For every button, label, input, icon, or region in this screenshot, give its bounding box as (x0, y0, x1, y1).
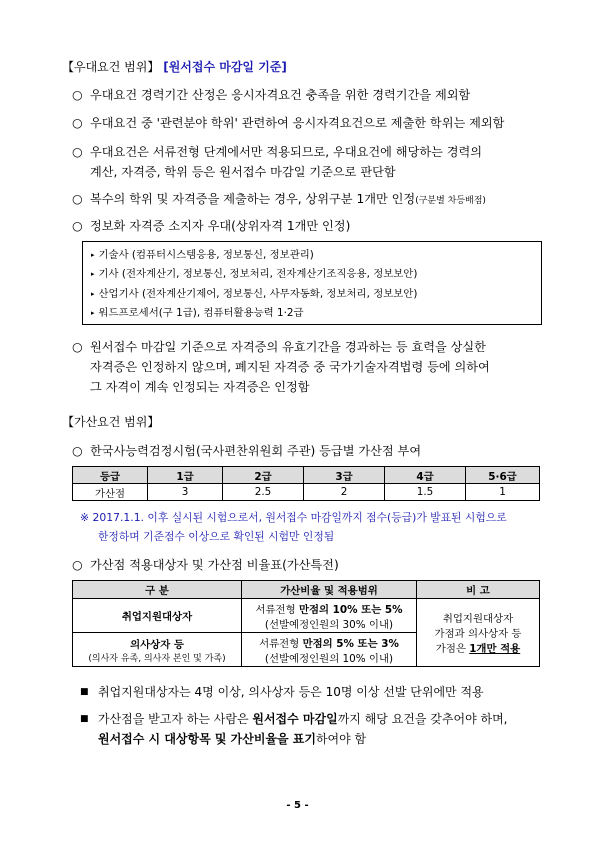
table-cell: 1.5 (385, 484, 466, 501)
circle-bullet-icon: ○ (72, 192, 83, 206)
square-bullet-icon: ■ (80, 714, 89, 724)
list-item-continuation: 그 자격이 계속 인정되는 자격증은 인정함 (90, 380, 310, 394)
table-cell: 가산점 (73, 484, 148, 501)
note-line: 한정하며 기준점수 이상으로 확인된 시험만 인정됨 (98, 530, 335, 543)
list-item-continuation: 자격증은 인정하지 않으며, 폐지된 자격증 중 국가기술자격법령 등에 의하여 (90, 360, 490, 374)
table-cell: 의사상자 등 (의사자 유족, 의사자 본인 및 가족) (73, 633, 242, 667)
circle-bullet-icon: ○ (72, 340, 83, 354)
table-header: 구 분 (73, 581, 242, 599)
circle-bullet-icon: ○ (72, 558, 83, 572)
table-cell: 3 (148, 484, 223, 501)
remark-cell: 취업지원대상자 가점과 의사상자 등 가점은 1개만 적용 (417, 599, 540, 667)
circle-bullet-icon: ○ (72, 444, 83, 458)
table-row (73, 484, 540, 501)
page-number: - 5 - (286, 800, 309, 811)
table-header: 5·6급 (466, 467, 540, 484)
list-item-continuation: 계산, 자격증, 학위 등은 원서접수 마감일 기준으로 판단함 (90, 165, 396, 179)
certificate-item: ▸ 산업기사 (전자계산기제어, 정보통신, 사무자동화, 정보처리, 정보보안) (91, 288, 418, 300)
table-cell: 취업지원대상자 (73, 599, 242, 633)
table-cell: 2.5 (223, 484, 304, 501)
section-title-preference (62, 58, 287, 75)
grade-table (72, 466, 540, 501)
table-header: 등급 (73, 467, 148, 484)
table-header: 4급 (385, 467, 466, 484)
triangle-marker-icon: ▸ (91, 251, 95, 259)
note-line: ※ 2017.1.1. 이후 실시된 시험으로서, 원서접수 마감일까지 점수(등급)가 발표된 시험으로 (80, 511, 507, 524)
section-label: 【우대요건 범위】 (62, 60, 160, 74)
circle-bullet-icon: ○ (72, 145, 83, 159)
square-list-item-continuation: 원서접수 시 대상항목 및 가산비율을 표기하여야 함 (98, 732, 367, 746)
triangle-marker-icon: ▸ (91, 290, 95, 298)
table-header: 비 고 (417, 581, 540, 599)
certificate-box (82, 241, 542, 325)
circle-bullet-icon: ○ (72, 219, 83, 233)
triangle-marker-icon: ▸ (91, 270, 95, 278)
table-cell: 서류전형 만점의 10% 또는 5% (선발예정인원의 30% 이내) (242, 599, 417, 633)
square-bullet-icon: ■ (80, 687, 89, 697)
circle-bullet-icon: ○ (72, 88, 83, 102)
certificate-item: ▸ 기술사 (컴퓨터시스템응용, 정보통신, 정보관리) (91, 249, 314, 261)
table-cell: 2 (304, 484, 385, 501)
ratio-table (72, 580, 540, 667)
table-cell: 서류전형 만점의 5% 또는 3% (선발예정인원의 10% 이내) (242, 633, 417, 667)
table-cell: 1 (466, 484, 540, 501)
certificate-item: ▸ 워드프로세서(구 1급), 컴퓨터활용능력 1·2급 (91, 307, 304, 319)
certificate-item: ▸ 기사 (전자계산기, 정보통신, 정보처리, 전자계산기조직응용, 정보보안) (91, 268, 418, 280)
table-header: 가산비율 및 적용범위 (242, 581, 417, 599)
circle-bullet-icon: ○ (72, 116, 83, 130)
triangle-marker-icon: ▸ (91, 309, 95, 317)
table-header: 3급 (304, 467, 385, 484)
table-header: 2급 (223, 467, 304, 484)
section-highlight: [원서접수 마감일 기준] (163, 60, 287, 74)
table-header: 1급 (148, 467, 223, 484)
section-title-bonus: 【가산요건 범위】 (62, 415, 160, 429)
table-row (73, 599, 540, 633)
